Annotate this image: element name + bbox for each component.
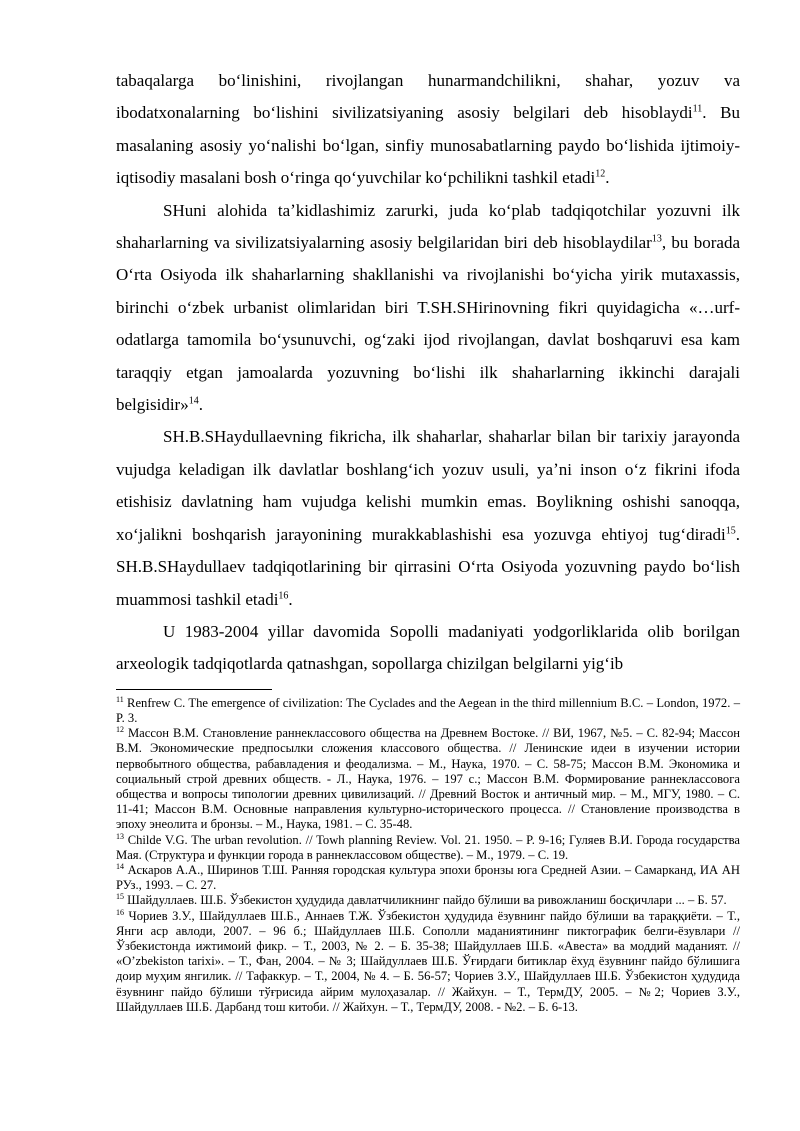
footnote-reference[interactable]: 16	[278, 589, 289, 601]
footnote-reference[interactable]: 12	[595, 168, 606, 180]
footnote-text: Renfrew C. The emergence of civilization: The Cyclades and the Aegean in the third millennium B.C. – London, 1972. – P. 3.	[116, 695, 740, 725]
footnote-reference[interactable]: 11	[692, 103, 703, 115]
paragraph-text: tabaqalarga boʻlinishini, rivojlangan hunarmandchilikni, shahar, yozuv va ibodatxonalarning boʻlishini sivilizatsiyaning asosiy belgilari deb hisoblaydi	[116, 71, 740, 123]
footnote-text: Childe V.G. The urban revolution. // Towh planning Review. Vol. 21. 1950. – P. 9-16; Гуляев В.И. Города государства Мая. (Структура и функции города в раннеклассовом обществе). – М., 1979. – С. 19.	[116, 832, 740, 862]
footnote-text: Шайдуллаев. Ш.Б. Ўзбекистон ҳудудида давлатчиликнинг пайдо бўлиши ва ривожланиш босқичлари ... – Б. 57.	[124, 893, 727, 908]
paragraph-text: .	[198, 395, 203, 415]
footnote-11	[116, 696, 740, 726]
footnote-reference[interactable]: 15	[725, 525, 736, 537]
footnote-separator	[116, 689, 272, 690]
footnote-text: Массон В.М. Становление раннеклассового общества на Древнем Востоке. // ВИ, 1967, №5. – С. 82-94; Массон В.М. Экономические предпосылки сложения классового общества. // Ленинские идеи в изучении истории первобытного общества, рабавладения и феодализма. – М., Наука, 1970. – С. 58-75; Массон В.М. Экономика и социальный строй древних обществ. - Л., Наука, 1976. – 197 с.; Массон В.М. Формирование раннеклассовога общества и вопросы типологии древних цивилизаций. // Древний Восток и античный мир. – М., МГУ, 1980. – С. 11-41; Массон В.М. Основные направления культурно-исторического процесса. // Становление производства в эпоху энеолита и бронзы. – М., Наука, 1981. – С. 35-48.	[116, 726, 740, 832]
footnote-12	[116, 726, 740, 832]
body-paragraph	[116, 616, 740, 681]
footnote-number: 13	[116, 831, 124, 841]
paragraph-text: SHuni alohida taʼkidlashimiz zarurki, juda koʻplab tadqiqotchilar yozuvni ilk shaharlarning va sivilizatsiyalarning asosiy belgilaridan biri deb hisoblaydilar	[116, 200, 740, 253]
paragraph-text: SH.B.SHaydullaevning fikricha, ilk shaharlar, shaharlar bilan bir tarixiy jarayonda vujudga keladigan ilk davlatlar boshlangʻich yozuv usuli, yaʼni inson oʻz fikrini ifoda etishisiz davlatning ham vujudga kelishi mumkin emas. Boylikning oshishi sanoqqa, xoʻjalikni boshqarish jarayonining murakkablashishi esa yozuvga ehtiyoj tugʻdiradi	[116, 427, 740, 544]
footnote-text: Чориев З.У., Шайдуллаев Ш.Б., Аннаев Т.Ж. Ўзбекистон ҳудудида ёзувнинг пайдо бўлиши ва тараққиёти. – Т., Янги аср авлоди, 2007. – 96 б.; Шайдуллаев Ш.Б. Сополли маданиятининг пиктографик белги-ёзувлари // Ўзбекистонда ижтимоий фикр. – Т., 2003, № 2. – Б. 35-38; Шайдуллаев Ш.Б. «Авеста» ва моддий маданият. // «O’zbekiston tarixi». – Т., Фан, 2004. – № 3; Шайдуллаев Ш.Б. Ўғирдаги битиклар ёхуд ёзувнинг пайдо бўлишига доир муҳим янгилик. // Тафаккур. – Т., 2004, № 4. – Б. 56-57; Чориев З.У., Шайдуллаев Ш.Б. Ўзбекистон ҳудудида ёзувнинг пайдо бўлиши тўғрисида айрим мулоҳазалар. // Жайхун. – Т., ТермДУ, 2005. – №2; Чориев З.У., Шайдуллаев Ш.Б. Дарбанд тош китоби. // Жайхун. – Т., ТермДУ, 2008. - №2. – Б. 6-13.	[116, 908, 740, 1014]
footnote-14	[116, 863, 740, 893]
paragraph-text: . Bu masalaning asosiy yoʻnalishi boʻlgan, sinfiy munosabatlarning paydo boʻlishida ijtimoiy-iqtisodiy masalani bosh oʻringa qoʻyuvchilar koʻpchilikni tashkil etadi	[116, 103, 741, 188]
paragraph-text: .	[288, 589, 293, 609]
footnote-number: 14	[116, 861, 124, 871]
body-paragraph	[116, 195, 740, 422]
paragraph-text: . SH.B.SHaydullaev tadqiqotlarining bir qirrasini Oʻrta Osiyoda yozuvning paydo boʻlish muammosi tashkil etadi	[116, 524, 740, 609]
footnote-number: 11	[116, 694, 124, 704]
footnote-number: 12	[116, 724, 124, 734]
paragraph-text: U 1983-2004 yillar davomida Sopolli madaniyati yodgorliklarida olib borilgan arxeologik tadqiqotlarda qatnashgan, sopollarga chizilgan belgilarni yigʻib	[116, 621, 740, 674]
footnote-number: 15	[116, 892, 124, 902]
footnote-number: 16	[116, 907, 124, 917]
footnote-reference[interactable]: 14	[188, 395, 199, 407]
footnote-15	[116, 893, 740, 908]
body-paragraph	[116, 421, 740, 615]
footnote-text: Аскаров А.А., Ширинов Т.Ш. Ранняя городская культура эпохи бронзы юга Средней Азии. – Самарканд, ИА АН РУз., 1993. – С. 27.	[116, 862, 740, 893]
body-text	[116, 65, 740, 681]
footnote-13	[116, 833, 740, 863]
paragraph-text: , bu borada Oʻrta Osiyoda ilk shaharlarning shakllanishi va rivojlanishi boʻyicha yirik mutaxassis, birinchi oʻzbek urbanist olimlaridan biri T.SH.SHirinovning fikri quyidagicha «…urf-odatlarga tamomila boʻysunuvchi, ogʻzaki ijod rivojlangan, davlat boshqaruvi esa kam taraqqiy etgan jamoalarda yozuvning boʻlishi ilk shaharlarning ikkinchi darajali belgisidir»	[116, 233, 740, 415]
body-paragraph	[116, 65, 740, 195]
page-content	[116, 65, 740, 1015]
footnote-16	[116, 909, 740, 1015]
footnote-reference[interactable]: 13	[651, 233, 662, 245]
footnotes	[116, 696, 740, 1015]
paragraph-text: .	[605, 168, 610, 188]
